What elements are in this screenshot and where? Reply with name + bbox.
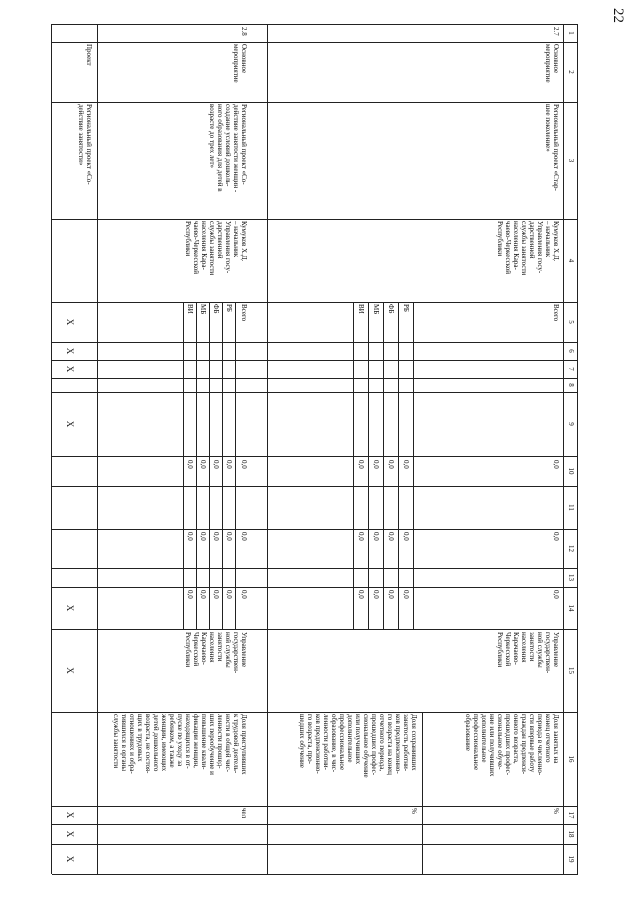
row-2-8-number: 2.8	[240, 27, 248, 36]
row-2-7-name: Региональный проект «Стар- шее поколение»	[544, 104, 560, 191]
x-mark-col-7: X	[65, 365, 75, 373]
header-col-5: 5	[567, 320, 575, 324]
header-col-2: 2	[567, 70, 575, 74]
page-number: 22	[610, 8, 626, 23]
row-2-7-col12-mb: 0,0	[372, 532, 380, 541]
row-2-7-type: Основное мероприятие	[544, 44, 560, 83]
header-col-8: 8	[567, 383, 575, 387]
row-2-7-col11-fb: 0,0	[387, 460, 395, 469]
source-sub-rule	[209, 302, 210, 629]
source-sub-rule	[235, 302, 236, 629]
header-col-7: 7	[567, 367, 575, 371]
row-2-8-src-mb: МБ	[199, 304, 207, 315]
header-col-13: 13	[567, 574, 575, 581]
row-2-7-unit-2: %	[410, 808, 418, 814]
row-2-7-unit-1: %	[552, 808, 560, 814]
column-rule	[52, 219, 578, 220]
row-2-8-source-total: Всего	[240, 304, 248, 322]
row-2-8-col11-fb: 0,0	[212, 460, 220, 469]
column-rule	[52, 824, 578, 825]
header-col-15: 15	[567, 667, 575, 674]
x-mark-col-14: X	[65, 604, 75, 612]
column-rule	[52, 587, 578, 588]
source-sub-rule	[183, 302, 184, 629]
row-2-8-executor: Управление государствен- ной службы занятости населения Карачаево- Черкесской Республики	[184, 632, 248, 674]
project-type: Проект	[85, 44, 93, 66]
column-rule	[52, 529, 578, 530]
row-2-7-col11-vi: 0,0	[357, 460, 365, 469]
column-rule	[52, 629, 578, 630]
row-2-7-src-mb: МБ	[372, 304, 380, 315]
header-col-17: 17	[567, 811, 575, 819]
row-2-7-col12-total: 0,0	[552, 532, 560, 541]
row-2-8-col11-vi: 0,0	[186, 460, 194, 469]
row-2-7-col11-mb: 0,0	[372, 460, 380, 469]
header-col-9: 9	[567, 422, 575, 426]
column-rule	[52, 24, 578, 25]
column-rule	[52, 392, 578, 393]
header-col-4: 4	[567, 258, 575, 263]
row-2-7-col12-vi: 0,0	[357, 532, 365, 541]
x-mark-col-6: X	[65, 347, 75, 355]
column-rule	[52, 712, 578, 713]
row-2-7-col13-vi: 0,0	[357, 590, 365, 599]
source-sub-rule	[368, 302, 369, 629]
row-2-8-col11-rb: 0,0	[225, 460, 233, 469]
row-2-7-col13-fb: 0,0	[387, 590, 395, 599]
row-rule	[563, 24, 564, 874]
x-mark-col-18: X	[65, 830, 75, 838]
column-rule	[52, 42, 578, 43]
header-col-14: 14	[567, 604, 575, 612]
row-2-7-col13-total: 0,0	[552, 590, 560, 599]
row-2-7-source-total: Всего	[552, 304, 560, 322]
rotated-table-frame	[52, 24, 578, 874]
row-2-8-col13-total: 0,0	[240, 590, 248, 599]
row-2-8-type: Основное мероприятие	[232, 44, 248, 83]
row-rule	[51, 24, 52, 874]
row-2-7-executor: Управление государствен- ной службы занятости населения Карачаево- Черкесской Республики	[496, 632, 560, 674]
indicator-split-rule	[422, 712, 423, 874]
row-2-8-col13-mb: 0,0	[199, 590, 207, 599]
row-2-8-col11-mb: 0,0	[199, 460, 207, 469]
column-rule	[52, 360, 578, 361]
source-sub-rule	[413, 302, 414, 629]
header-col-10: 10	[567, 467, 575, 475]
row-2-8-indicator: Доля приступивших к трудовой деятель- ности в общей чис- ленности прошед- ших переобучение и повышение квали- фикации женщин, находящихся в от- пуске по уходу за ребенком, а также женщин, имеющих детей дошкольного возраста, не состоя- щих в трудовых отношениях и обра- тившихся в органы службы занятости	[112, 714, 248, 775]
row-2-7-indicator-1: Доля занятых на конец отчетного периода в численно- сти впервые работу граждан предпенси- онного возраста, прошедших профес- сиональное обуче- ние или получивших дополнительное профессиональное образование	[464, 714, 560, 777]
row-2-7-col11-rb: 0,0	[402, 460, 410, 469]
row-2-8-col11-total: 0,0	[240, 460, 248, 469]
column-rule	[52, 456, 578, 457]
column-rule	[52, 342, 578, 343]
column-rule	[52, 378, 578, 379]
row-2-7-col12-rb: 0,0	[402, 532, 410, 541]
column-rule	[52, 844, 578, 845]
row-2-8-responsible: Кумуков Х.Д. – начальник Управления госу- дарственной службы занятости населения Кара- чаево-Черкесской Республики	[184, 221, 248, 276]
source-sub-rule	[398, 302, 399, 629]
column-rule	[52, 874, 578, 875]
row-2-7-src-rb: РБ	[402, 304, 410, 312]
row-2-7-col13-rb: 0,0	[402, 590, 410, 599]
source-sub-rule	[196, 302, 197, 629]
source-sub-rule	[222, 302, 223, 629]
row-2-7-src-vi: ВИ	[357, 304, 365, 314]
x-mark-col-15: X	[65, 667, 75, 674]
header-col-12: 12	[567, 545, 575, 552]
column-rule	[52, 302, 578, 303]
x-mark-col-5: X	[65, 318, 75, 326]
column-rule	[52, 102, 578, 103]
x-mark-col-9: X	[65, 420, 75, 428]
row-2-8-col12-fb: 0,0	[212, 532, 220, 541]
row-2-8-col12-vi: 0,0	[186, 532, 194, 541]
column-rule	[52, 568, 578, 569]
row-2-8-col12-mb: 0,0	[199, 532, 207, 541]
row-rule	[577, 24, 578, 874]
column-rule	[52, 486, 578, 487]
header-col-1: 1	[567, 31, 575, 35]
row-2-7-src-fb: ФБ	[387, 304, 395, 314]
header-col-3: 3	[567, 158, 575, 163]
row-2-7-col12-fb: 0,0	[387, 532, 395, 541]
row-2-7-indicator-2: Доля сохранивших занятость работни- ков предпенсионно- го возраста на конец отчетного периода, прошедших профес- сиональное обучение или получивших дополнительное профессиональное образование, в чис- ленности работни- ков предпенсионно- го возраста, про- шедших обучение	[298, 714, 418, 778]
row-2-8-col12-total: 0,0	[240, 532, 248, 541]
row-rule	[97, 24, 98, 874]
row-2-8-col13-vi: 0,0	[186, 590, 194, 599]
row-2-8-name: Региональный проект «Со- действие занятости женщин - создание условий дошколь- ного образования для детей в возрасте до трех лет»	[208, 104, 248, 193]
row-2-7-col13-mb: 0,0	[372, 590, 380, 599]
header-col-11: 11	[567, 504, 575, 511]
x-mark-col-19: X	[65, 855, 75, 863]
header-col-18: 18	[567, 830, 575, 838]
project-name: Региональный проект «Со- действие занятости»	[77, 104, 93, 185]
row-2-8-col13-fb: 0,0	[212, 590, 220, 599]
header-col-6: 6	[567, 349, 575, 353]
row-2-8-src-rb: РБ	[225, 304, 233, 312]
row-rule	[267, 24, 268, 874]
plan-table	[52, 24, 578, 874]
row-2-8-col12-rb: 0,0	[225, 532, 233, 541]
column-rule	[52, 806, 578, 807]
row-2-7-number: 2.7	[552, 27, 560, 36]
row-2-8-unit: чел	[240, 808, 248, 819]
header-col-19: 19	[567, 855, 575, 863]
source-sub-rule	[383, 302, 384, 629]
row-2-8-src-vi: ВИ	[186, 304, 194, 314]
row-2-7-responsible: Кумуков Х.Д. – начальник Управления госу- дарственной службы занятости населения Кара- чаево-Черкесской Республики	[496, 221, 560, 276]
x-mark-col-17: X	[65, 811, 75, 819]
header-col-16: 16	[567, 755, 575, 763]
source-sub-rule	[353, 302, 354, 629]
row-2-8-src-fb: ФБ	[212, 304, 220, 314]
row-2-7-col11-total: 0,0	[552, 460, 560, 469]
row-2-8-col13-rb: 0,0	[225, 590, 233, 599]
